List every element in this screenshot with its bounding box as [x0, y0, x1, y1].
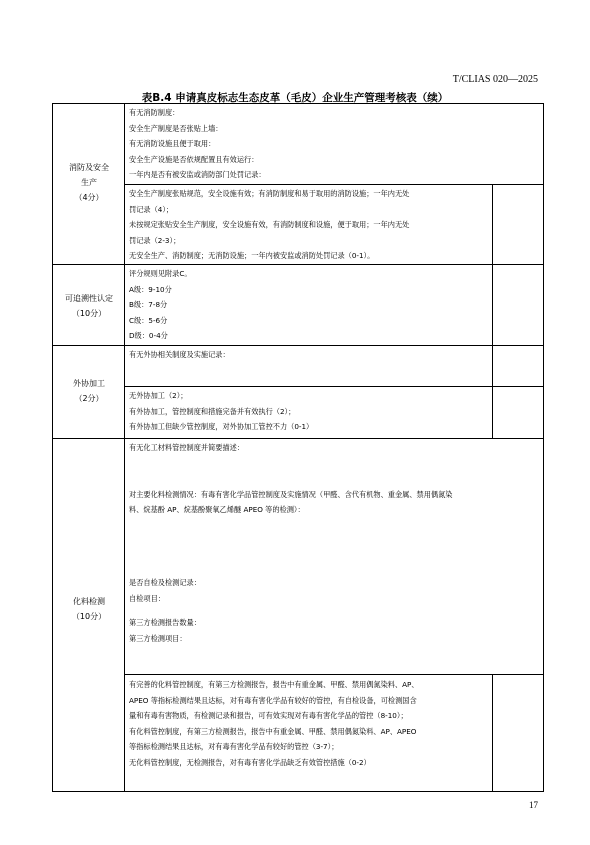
- row-label-outsourcing: 外协加工 （2分）: [73, 379, 105, 403]
- column-divider-label: [124, 104, 125, 791]
- row-separator: [53, 345, 543, 346]
- assessment-table: [52, 103, 544, 792]
- page-number: 17: [529, 800, 538, 810]
- chemical-testing-scoring: 有完善的化料管控制度，有第三方检测报告，报告中有重金属、甲醛、禁用偶氮染料、AP、 APEO 等指标检测结果且达标，对有毒有害化学品有较好的管控，有自检设备，可检测国含 量和有毒有害物质，有检测记录和报告，可有效实现对有毒有害化学品的管控（8-10）； 有化料管控制度，有第三方检测报告，报告中有重金属、甲醛、禁用偶氮染料、AP、APEO 等指标检测结果且达标，对有毒有害化学品有较好的管控（3-7）； 无化料管控制度，无检测报告，对有毒有害化学品缺乏有效管控措施（0-2）: [129, 680, 419, 767]
- row-separator: [53, 438, 543, 439]
- column-divider-score: [492, 264, 493, 438]
- subrow-separator: [124, 386, 543, 387]
- column-divider-score: [492, 674, 493, 791]
- row-label-traceability: 可追溯性认定 （10分）: [65, 294, 113, 318]
- column-divider-score: [492, 184, 493, 264]
- subrow-separator: [124, 184, 543, 185]
- row-label-fire-safety: 消防及安全 生产 （4分）: [69, 163, 109, 202]
- outsourcing-scoring: 无外协加工（2）； 有外协加工，管控制度和措施完备并有效执行（2）； 有外协加工但缺少管控制度，对外协加工管控不力（0-1）: [129, 391, 314, 431]
- row-separator: [53, 264, 543, 265]
- subrow-separator: [124, 674, 543, 675]
- fire-safety-scoring: 安全生产制度张贴规范，安全设施有效；有消防制度和易于取用的消防设施；一年内无处 罚记录（4）； 未按规定张贴安全生产制度，安全设施有效，有消防制度和设施，便于取用；一年内无处 罚记录（2-3）； 无安全生产、消防制度；无消防设施；一年内被安监或消防处罚记录（0-1）。: [129, 189, 410, 260]
- fire-safety-checklist: 有无消防制度： 安全生产制度是否张贴上墙： 有无消防设施且便于取用： 安全生产设施是否依规配置且有效运行： 一年内是否有被安监或消防部门处罚记录：: [129, 108, 266, 179]
- standard-number: T/CLIAS 020—2025: [452, 74, 538, 85]
- row-label-chemical-testing: 化料检测 （10分）: [71, 597, 107, 621]
- chemical-testing-checklist: 有无化工材料管控制度并简要描述： 对主要化料检测情况：有毒有害化学品管控制度及实施情况（甲醛、含代有机物、重金属、禁用偶氮染 料、烷基酚 AP、烷基酚聚氧乙烯醚 APEO 等的检测）： 是否自检及检测记录： 自检项目： 第三方检测报告数量： 第三方检测项目：: [129, 443, 453, 643]
- traceability-scoring: 评分规则见附录C。 A级：9-10分 B级：7-8分 C级：5-6分 D级：0-4分: [129, 269, 192, 340]
- outsourcing-checklist: 有无外协相关制度及实施记录：: [129, 350, 230, 359]
- table-title: 表B.4 申请真皮标志生态皮革（毛皮）企业生产管理考核表（续）: [141, 92, 449, 104]
